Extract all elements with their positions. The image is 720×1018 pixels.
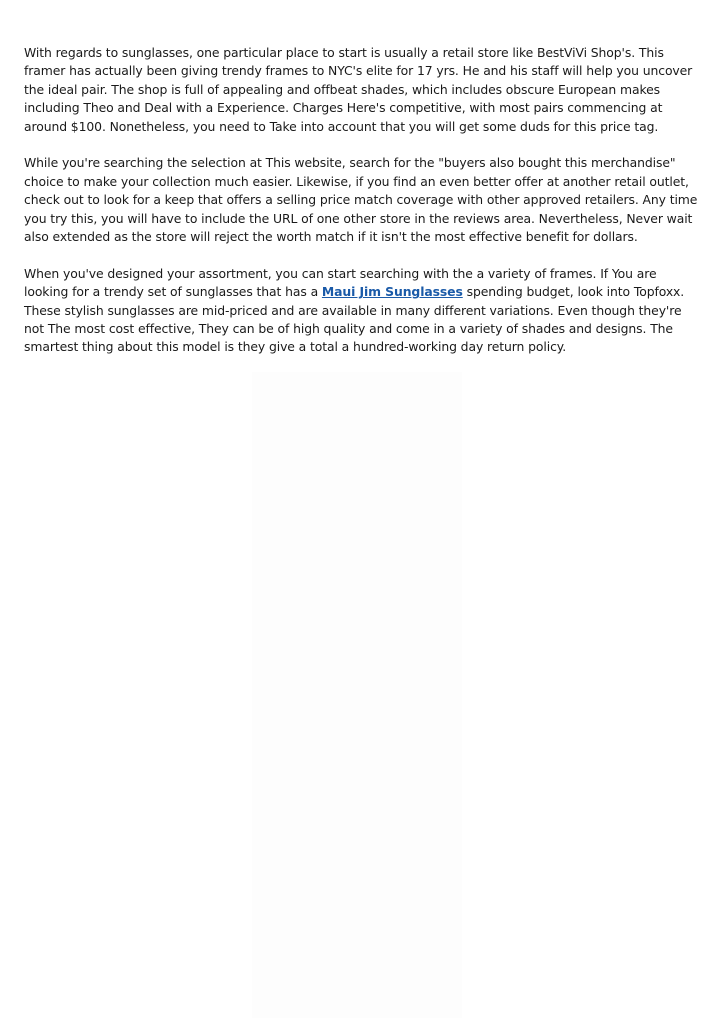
paragraph-3-before-link: When you've designed your assortment, you can start searching with the a variety of frames. If You are looking for a trendy set of sunglasses that has a: [24, 265, 657, 300]
page-shading: [252, 372, 462, 1018]
paragraph-3-after-link: spending budget, look into Topfoxx. These stylish sunglasses are mid-priced and are available in many different variations. Even though they're not The most cost effective, They can be of high quality and come in a variety of shades and designs. The smartest thing about this model is they give a total a hundred-working day return policy.: [24, 284, 685, 355]
document-body: [24, 44, 698, 375]
paragraph-1: With regards to sunglasses, one particular place to start is usually a retail store like BestViVi Shop's. This framer has actually been giving trendy frames to NYC's elite for 17 yrs. He and his staff will help you uncover the ideal pair. The shop is full of appealing and offbeat shades, which includes obscure European makes including Theo and Deal with a Experience. Charges Here's competitive, with most pairs commencing at around $100. Nonetheless, you need to Take into account that you will get some duds for this price tag.: [24, 45, 693, 134]
paragraph-2: While you're searching the selection at This website, search for the "buyers also bought this merchandise" choice to make your collection much easier. Likewise, if you find an even better offer at another retail outlet, check out to look for a keep that offers a selling price match coverage with other approved retailers. Any time you try this, you will have to include the URL of one other store in the reviews area. Nevertheless, Never wait also extended as the store will reject the worth match if it isn't the most effective benefit for dollars.: [24, 155, 698, 245]
maui-jim-sunglasses-link[interactable]: Maui Jim Sunglasses: [321, 284, 463, 300]
paragraph-3: [24, 265, 698, 357]
